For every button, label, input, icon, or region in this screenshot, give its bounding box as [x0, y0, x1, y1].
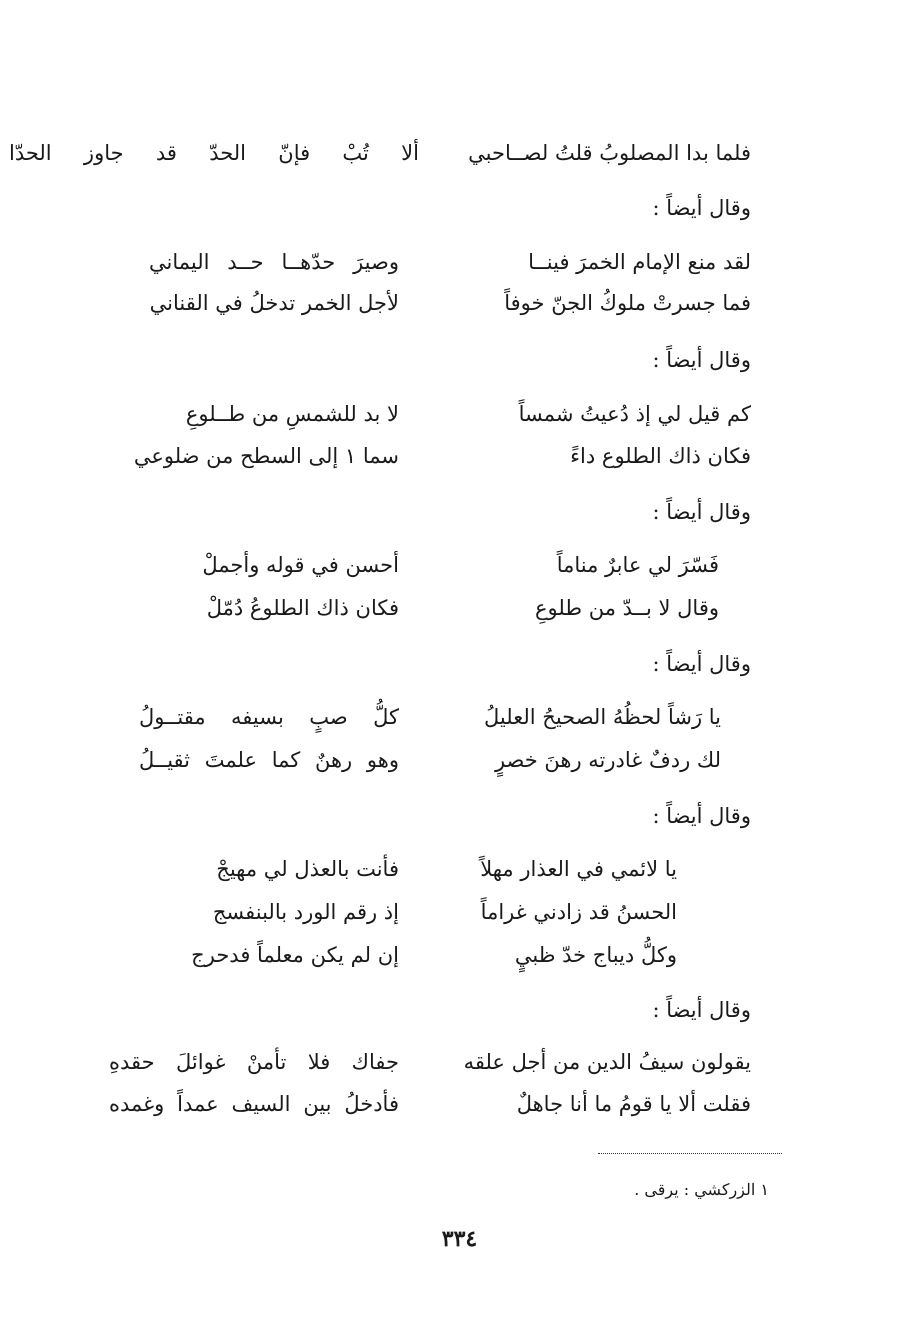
- verse-right-hemistich: كم قيل لي إذ دُعيتُ شمساً: [518, 402, 751, 426]
- verse-right-hemistich: يقولون سيفُ الدين من أجل علقه: [463, 1050, 751, 1074]
- stanza-intro: وقال أيضاً :: [652, 196, 751, 220]
- verse-left-hemistich: وهو رهنٌ كما علمتَ ثقيــلُ: [139, 748, 399, 772]
- verse-right-hemistich: لقد منع الإمام الخمرَ فينــا: [528, 250, 751, 274]
- verse-left-hemistich: لأجل الخمر تدخلُ في القناني: [149, 291, 399, 315]
- verse-left-hemistich: وصيرَ حدّهــا حــد اليماني: [149, 250, 399, 274]
- verse-left-hemistich: إن لم يكن معلماً فدحرج: [191, 943, 399, 967]
- stanza-intro: وقال أيضاً :: [652, 652, 751, 676]
- verse-left-hemistich: فأنت بالعذل لي مهيجْ: [216, 857, 399, 881]
- verse-left-hemistich: أحسن في قوله وأجملْ: [202, 553, 399, 577]
- verse-left-hemistich: ألا تُبْ فإنّ الحدّ قد جاوز الحدّا: [9, 141, 419, 165]
- footnote-divider: [598, 1153, 782, 1154]
- verse-left-hemistich: كلُّ صبٍ بسيفه مقتــولُ: [139, 705, 399, 729]
- stanza-intro: وقال أيضاً :: [652, 348, 751, 372]
- stanza-intro: وقال أيضاً :: [652, 500, 751, 524]
- verse-right-hemistich: فكان ذاك الطلوع داءً: [570, 444, 751, 468]
- verse-right-hemistich: فقلت ألا يا قومُ ما أنا جاهلٌ: [516, 1092, 751, 1116]
- verse-right-hemistich: يا رَشاً لحظُهُ الصحيحُ العليلُ: [484, 705, 721, 729]
- verse-left-hemistich: سما ١ إلى السطح من ضلوعي: [133, 444, 399, 468]
- verse-right-hemistich: الحسنُ قد زادني غراماً: [480, 900, 677, 924]
- verse-left-hemistich: إذ رقم الورد بالبنفسج: [212, 900, 399, 924]
- verse-right-hemistich: فلما بدا المصلوبُ قلتُ لصــاحبي: [468, 141, 751, 165]
- footnote: ١ الزركشي : يرقى .: [634, 1180, 769, 1199]
- verse-right-hemistich: لك ردفٌ غادرته رهنَ خصرٍ: [494, 748, 721, 772]
- verse-right-hemistich: فما جسرتْ ملوكُ الجنّ خوفاً: [504, 291, 751, 315]
- stanza-intro: وقال أيضاً :: [652, 804, 751, 828]
- verse-right-hemistich: فَسّرَ لي عابرٌ مناماً: [556, 553, 719, 577]
- verse-right-hemistich: يا لائمي في العذار مهلاً: [480, 857, 677, 881]
- stanza-intro: وقال أيضاً :: [652, 998, 751, 1022]
- verse-right-hemistich: وقال لا بــدّ من طلوعِ: [535, 596, 719, 620]
- verse-left-hemistich: جفاك فلا تأمنْ غوائلَ حقدهِ: [109, 1050, 399, 1074]
- verse-right-hemistich: وكلُّ ديباج خدّ ظبيٍ: [514, 943, 677, 967]
- verse-left-hemistich: فكان ذاك الطلوعُ دُمّلْ: [206, 596, 399, 620]
- page-number: ٣٣٤: [441, 1226, 478, 1252]
- verse-left-hemistich: لا بد للشمسِ من طــلوعِ: [185, 402, 399, 426]
- verse-left-hemistich: فأدخلُ بين السيف عمداً وغمده: [109, 1092, 399, 1116]
